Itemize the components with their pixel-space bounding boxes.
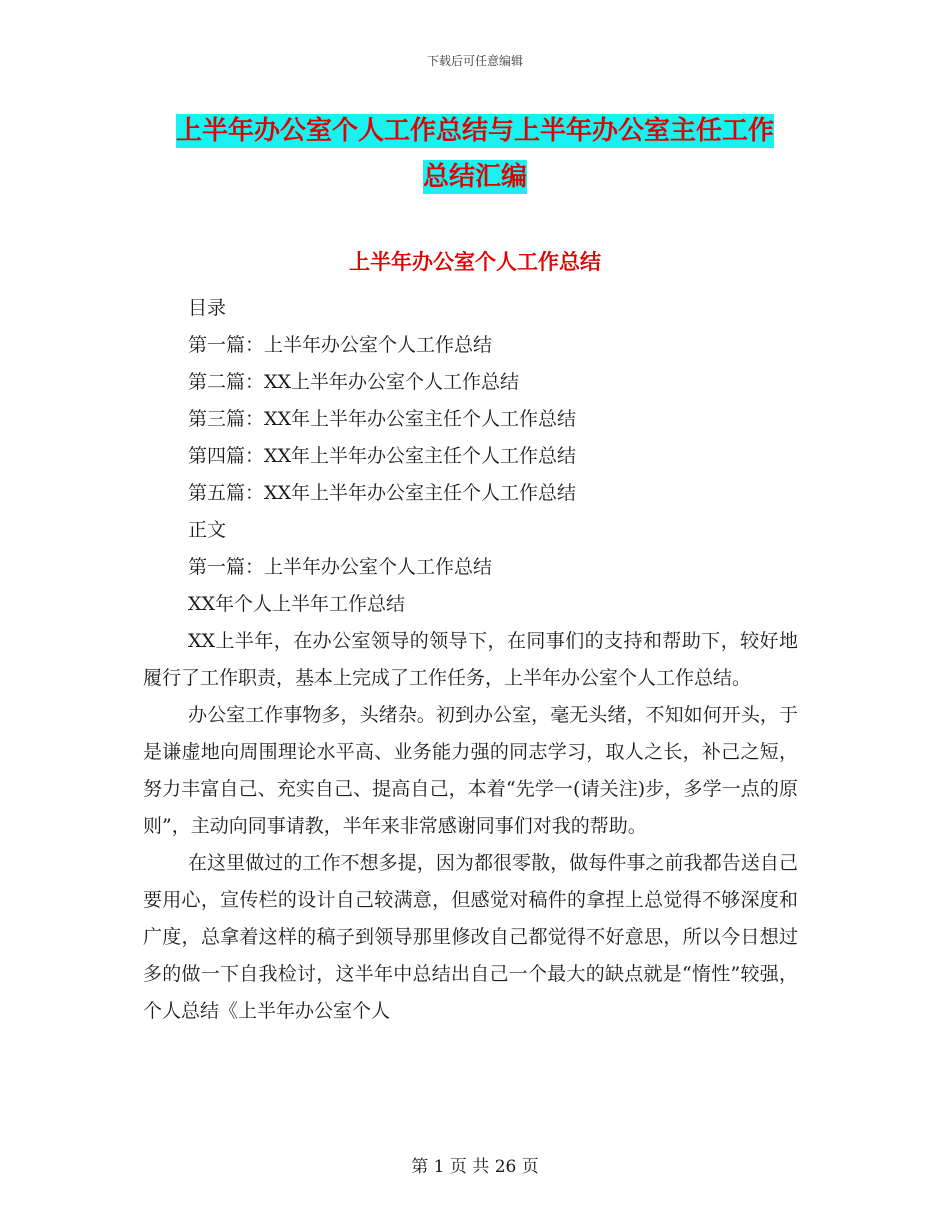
paragraph: 在这里做过的工作不想多提，因为都很零散，做每件事之前我都告送自己要用心，宣传栏的设计自己较满意，但感觉对稿件的拿捏上总觉得不够深度和广度，总拿着这样的稿子到领导那里修改自己都觉得不好意思，所以今日想过多的做一下自我检讨，这半年中总结出自己一个最大的缺点就是“惰性”较强，个人总结《上半年办公室个人 bbox=[143, 852, 798, 1022]
title-line-2: 总结汇编 bbox=[422, 162, 527, 192]
chapter-title: 第一篇：上半年办公室个人工作总结 bbox=[188, 556, 493, 578]
toc-item: 第五篇：XX年上半年办公室主任个人工作总结 bbox=[188, 482, 577, 504]
toc-item: 第二篇：XX上半年办公室个人工作总结 bbox=[188, 371, 520, 393]
toc-item: 第一篇：上半年办公室个人工作总结 bbox=[188, 334, 493, 356]
body-heading: 正文 bbox=[188, 519, 227, 541]
toc-item: 第三篇：XX年上半年办公室主任个人工作总结 bbox=[188, 408, 577, 430]
title-line-1: 上半年办公室个人工作总结与上半年办公室主任工作 bbox=[175, 116, 774, 146]
header-note: 下载后可任意编辑 bbox=[426, 54, 523, 68]
document-title bbox=[140, 108, 810, 200]
page-number: 第 1 页 共 26 页 bbox=[411, 1157, 539, 1177]
paragraph: 办公室工作事物多，头绪杂。初到办公室，毫无头绪，不知如何开头，于是谦虚地向周围理论水平高、业务能力强的同志学习，取人之长，补己之短，努力丰富自己、充实自己、提高自己，本着“先学一(请关注)步，多学一点的原则”，主动向同事请教，半年来非常感谢同事们对我的帮助。 bbox=[143, 704, 798, 837]
section-title: 上半年办公室个人工作总结 bbox=[349, 250, 601, 274]
document-body bbox=[143, 290, 798, 1030]
paragraph: XX上半年，在办公室领导的领导下，在同事们的支持和帮助下，较好地履行了工作职责，基本上完成了工作任务，上半年办公室个人工作总结。 bbox=[143, 630, 798, 689]
doc-subheading: XX年个人上半年工作总结 bbox=[188, 593, 406, 615]
toc-item: 第四篇：XX年上半年办公室主任个人工作总结 bbox=[188, 445, 577, 467]
toc-heading: 目录 bbox=[188, 297, 227, 319]
